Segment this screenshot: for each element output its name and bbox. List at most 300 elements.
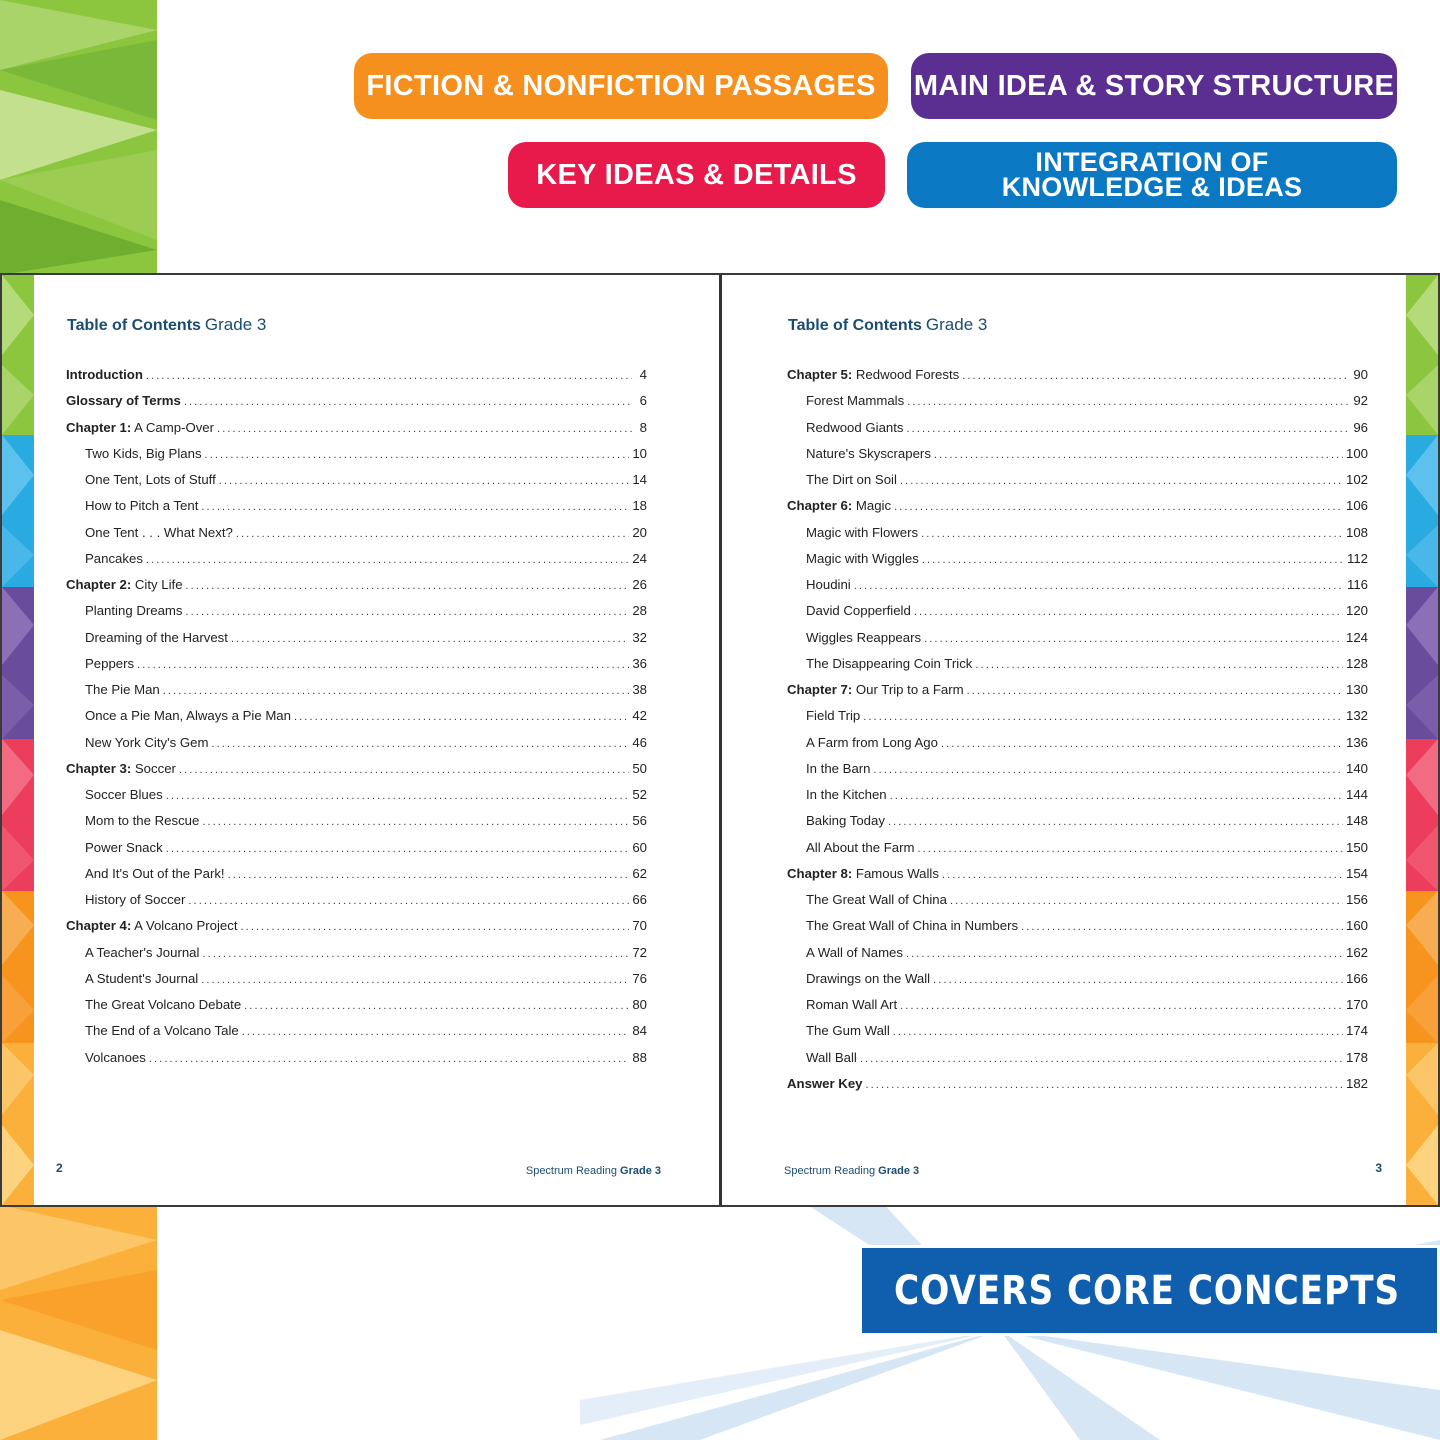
toc-entry-page: 88 bbox=[632, 1049, 647, 1065]
toc-entry-label bbox=[806, 813, 885, 828]
dot-leader bbox=[294, 711, 629, 723]
toc-entry-prefix: Chapter 6: bbox=[787, 498, 853, 514]
toc-entry bbox=[66, 892, 647, 918]
dot-leader bbox=[854, 580, 1344, 592]
toc-entry-title: New York City's Gem bbox=[85, 734, 209, 750]
toc-entry-title: Forest Mammals bbox=[806, 393, 905, 409]
toc-entry-page: 112 bbox=[1346, 550, 1368, 566]
toc-entry-page: 144 bbox=[1345, 787, 1368, 802]
toc-entry bbox=[66, 551, 647, 577]
toc-entry-page: 28 bbox=[632, 603, 647, 619]
toc-entry-title: Peppers bbox=[85, 655, 135, 671]
toc-entry-page: 52 bbox=[632, 787, 647, 802]
toc-entry-title: Planting Dreams bbox=[85, 603, 183, 619]
toc-entry-page: 72 bbox=[632, 944, 647, 960]
tag-integration-line1: INTEGRATION OF bbox=[1035, 147, 1269, 177]
right-page bbox=[722, 275, 1408, 1205]
toc-entry-title: The Great Wall of China bbox=[806, 892, 947, 907]
toc-entry-title: One Tent . . . What Next? bbox=[85, 524, 233, 540]
toc-entry bbox=[66, 735, 647, 761]
dot-leader bbox=[188, 895, 629, 907]
tag-fiction-nonfiction bbox=[354, 53, 888, 119]
toc-entry bbox=[787, 918, 1368, 944]
footer-series: Spectrum Reading bbox=[784, 1165, 876, 1177]
toc-entry-page: 160 bbox=[1345, 918, 1368, 934]
toc-entry bbox=[787, 472, 1368, 498]
toc-entry-page: 80 bbox=[632, 997, 647, 1012]
dot-leader bbox=[228, 869, 630, 881]
toc-entry-page: 26 bbox=[632, 577, 647, 592]
toc-heading-bold: Table of Contents bbox=[788, 317, 922, 334]
toc-entry-title: And It's Out of the Park! bbox=[85, 865, 225, 881]
toc-entry-label bbox=[806, 603, 911, 618]
toc-entry-page: 42 bbox=[632, 708, 647, 724]
dot-leader bbox=[890, 790, 1343, 802]
toc-entry-page: 108 bbox=[1345, 524, 1368, 540]
toc-entry-label bbox=[85, 866, 225, 881]
page-number-right: 3 bbox=[1375, 1161, 1382, 1175]
toc-entry-label bbox=[806, 708, 860, 723]
dot-leader bbox=[863, 711, 1343, 723]
toc-entry-label bbox=[66, 918, 238, 933]
toc-entry bbox=[66, 446, 647, 472]
toc-entry bbox=[787, 603, 1368, 629]
toc-entry bbox=[787, 735, 1368, 761]
toc-entry-label bbox=[806, 420, 904, 435]
toc-entry bbox=[787, 656, 1368, 682]
toc-entry-title: Redwood Forests bbox=[855, 367, 960, 382]
book-spread bbox=[0, 273, 1440, 1207]
toc-entry-label bbox=[806, 472, 897, 487]
dot-leader bbox=[962, 370, 1350, 382]
dot-leader bbox=[894, 501, 1343, 513]
toc-entry-page: 20 bbox=[632, 524, 647, 540]
page-edge-left-decoration bbox=[2, 275, 34, 1205]
toc-entry-page: 50 bbox=[632, 760, 647, 776]
toc-entry-title: City Life bbox=[134, 577, 183, 592]
toc-entry bbox=[66, 525, 647, 551]
dot-leader bbox=[906, 948, 1343, 960]
toc-entry-page: 148 bbox=[1345, 813, 1368, 829]
toc-entry bbox=[787, 446, 1368, 472]
toc-entry bbox=[787, 393, 1368, 419]
toc-entry bbox=[66, 577, 647, 603]
toc-entry bbox=[66, 971, 647, 997]
dot-leader bbox=[217, 423, 632, 435]
footer-right bbox=[784, 1165, 919, 1177]
toc-heading-grade: Grade 3 bbox=[925, 315, 988, 334]
toc-entry bbox=[66, 603, 647, 629]
toc-entry-page: 136 bbox=[1345, 734, 1368, 750]
tag-key-ideas-label: KEY IDEAS & DETAILS bbox=[536, 158, 857, 191]
dot-leader bbox=[179, 764, 629, 776]
toc-list-right bbox=[787, 367, 1368, 1102]
toc-entry-title: In the Kitchen bbox=[806, 787, 887, 802]
toc-entry-page: 38 bbox=[632, 682, 647, 697]
toc-entry-title: Once a Pie Man, Always a Pie Man bbox=[85, 708, 291, 724]
dot-leader bbox=[917, 843, 1343, 855]
toc-entry-label bbox=[806, 787, 887, 802]
toc-entry bbox=[66, 630, 647, 656]
dot-leader bbox=[219, 475, 630, 487]
dot-leader bbox=[201, 501, 629, 513]
toc-entry-label bbox=[806, 630, 921, 645]
toc-entry-label bbox=[85, 446, 202, 461]
dot-leader bbox=[241, 921, 630, 933]
toc-entry-page: 8 bbox=[639, 419, 647, 435]
toc-entry-title: The Dirt on Soil bbox=[806, 472, 897, 487]
toc-entry-title: Drawings on the Wall bbox=[806, 970, 931, 986]
toc-entry-page: 76 bbox=[632, 970, 647, 986]
toc-entry bbox=[66, 498, 647, 524]
dot-leader bbox=[201, 974, 629, 986]
toc-entry bbox=[787, 813, 1368, 839]
toc-entry-label bbox=[85, 813, 199, 828]
toc-entry-label bbox=[85, 603, 182, 618]
toc-entry bbox=[787, 682, 1368, 708]
toc-entry bbox=[66, 918, 647, 944]
toc-entry-label bbox=[806, 525, 918, 540]
toc-entry bbox=[787, 551, 1368, 577]
tag-integration-line2: KNOWLEDGE & IDEAS bbox=[1001, 172, 1303, 202]
toc-entry-title: A Farm from Long Ago bbox=[806, 734, 938, 750]
footer-series: Spectrum Reading bbox=[525, 1165, 617, 1177]
toc-entry-title: Field Trip bbox=[806, 708, 861, 724]
toc-entry-title: A Teacher's Journal bbox=[85, 944, 200, 960]
dot-leader bbox=[185, 606, 629, 618]
toc-entry-label bbox=[85, 682, 160, 697]
toc-entry-page: 62 bbox=[632, 865, 647, 881]
dot-leader bbox=[950, 895, 1343, 907]
toc-entry-title: Magic with Wiggles bbox=[806, 550, 919, 566]
toc-entry-prefix: Chapter 7: bbox=[787, 682, 853, 697]
toc-entry bbox=[66, 420, 647, 446]
toc-entry-page: 132 bbox=[1345, 708, 1368, 724]
toc-entry bbox=[787, 840, 1368, 866]
toc-heading-right bbox=[788, 315, 987, 335]
toc-entry bbox=[66, 1023, 647, 1049]
dot-leader bbox=[921, 528, 1343, 540]
toc-entry-prefix: Chapter 8: bbox=[787, 865, 853, 881]
toc-entry-label bbox=[85, 1050, 146, 1065]
toc-entry-page: 120 bbox=[1345, 603, 1368, 619]
toc-entry-label bbox=[806, 656, 972, 671]
toc-entry-title: Roman Wall Art bbox=[806, 997, 898, 1012]
dot-leader bbox=[202, 948, 629, 960]
toc-entry bbox=[787, 708, 1368, 734]
toc-entry-label bbox=[806, 997, 897, 1012]
dot-leader bbox=[166, 790, 630, 802]
toc-entry-label bbox=[787, 367, 959, 382]
dot-leader bbox=[236, 528, 630, 540]
dot-leader bbox=[166, 843, 630, 855]
toc-entry bbox=[787, 1076, 1368, 1102]
dot-leader bbox=[137, 659, 629, 671]
toc-entry-label bbox=[806, 1050, 857, 1065]
toc-entry-title: A Volcano Project bbox=[134, 918, 238, 934]
toc-entry-title: The Gum Wall bbox=[806, 1023, 890, 1039]
dot-leader bbox=[1021, 921, 1343, 933]
toc-entry-title: A Camp-Over bbox=[134, 419, 215, 435]
toc-entry-label bbox=[806, 446, 931, 461]
toc-entry-label bbox=[787, 498, 891, 513]
toc-entry-label bbox=[806, 1023, 890, 1038]
toc-entry-label bbox=[85, 525, 233, 540]
toc-entry-page: 156 bbox=[1345, 892, 1368, 907]
toc-entry bbox=[66, 708, 647, 734]
toc-entry-label bbox=[85, 1023, 239, 1038]
dot-leader bbox=[934, 449, 1343, 461]
toc-entry-title: Magic with Flowers bbox=[806, 524, 919, 540]
dot-leader bbox=[907, 423, 1351, 435]
toc-entry-label bbox=[806, 735, 938, 750]
toc-entry-page: 70 bbox=[632, 918, 647, 934]
toc-entry-label bbox=[85, 472, 216, 487]
toc-entry-page: 140 bbox=[1345, 760, 1368, 776]
dot-leader bbox=[942, 869, 1343, 881]
toc-entry-page: 14 bbox=[632, 472, 647, 487]
toc-entry-page: 96 bbox=[1353, 419, 1368, 435]
dot-leader bbox=[967, 685, 1343, 697]
toc-entry-title: Two Kids, Big Plans bbox=[85, 445, 202, 461]
toc-entry-label bbox=[806, 892, 947, 907]
toc-entry bbox=[66, 997, 647, 1023]
toc-entry-title: How to Pitch a Tent bbox=[85, 498, 199, 514]
toc-entry-page: 170 bbox=[1345, 997, 1368, 1012]
toc-entry-title: One Tent, Lots of Stuff bbox=[85, 472, 216, 487]
toc-entry-label bbox=[787, 1076, 863, 1091]
toc-entry-title: The Great Volcano Debate bbox=[85, 997, 242, 1012]
dot-leader bbox=[866, 1079, 1343, 1091]
toc-entry bbox=[66, 1050, 647, 1076]
toc-entry bbox=[66, 787, 647, 813]
left-page bbox=[34, 275, 719, 1205]
toc-entry-label bbox=[66, 393, 181, 408]
toc-entry bbox=[66, 367, 647, 393]
toc-entry-label bbox=[806, 840, 914, 855]
toc-entry-page: 150 bbox=[1345, 839, 1368, 855]
dot-leader bbox=[146, 554, 629, 566]
toc-entry bbox=[787, 787, 1368, 813]
toc-entry-page: 106 bbox=[1345, 498, 1368, 514]
toc-entry bbox=[66, 813, 647, 839]
dot-leader bbox=[975, 659, 1343, 671]
toc-entry-prefix: Glossary of Terms bbox=[66, 393, 181, 409]
toc-entry-label bbox=[85, 551, 143, 566]
toc-entry-title: A Student's Journal bbox=[85, 970, 199, 986]
dot-leader bbox=[163, 685, 630, 697]
toc-entry bbox=[787, 420, 1368, 446]
toc-entry-page: 66 bbox=[632, 892, 647, 907]
toc-entry-label bbox=[806, 945, 903, 960]
toc-entry-page: 10 bbox=[632, 445, 647, 461]
toc-entry-prefix: Introduction bbox=[66, 367, 143, 382]
toc-entry bbox=[787, 498, 1368, 524]
dot-leader bbox=[211, 738, 629, 750]
dot-leader bbox=[907, 396, 1350, 408]
toc-heading-left bbox=[67, 315, 266, 335]
covers-core-concepts-badge bbox=[859, 1245, 1440, 1336]
toc-entry-prefix: Answer Key bbox=[787, 1075, 863, 1091]
toc-entry bbox=[66, 866, 647, 892]
toc-entry-label bbox=[85, 997, 241, 1012]
toc-entry-page: 100 bbox=[1345, 445, 1368, 461]
toc-entry-title: History of Soccer bbox=[85, 892, 186, 907]
toc-entry-title: Mom to the Rescue bbox=[85, 813, 200, 829]
toc-entry bbox=[787, 945, 1368, 971]
footer-left bbox=[526, 1165, 661, 1177]
toc-entry bbox=[787, 525, 1368, 551]
toc-entry-page: 84 bbox=[632, 1023, 647, 1039]
toc-entry bbox=[787, 892, 1368, 918]
toc-entry-page: 178 bbox=[1345, 1049, 1368, 1065]
toc-entry-page: 128 bbox=[1345, 655, 1368, 671]
toc-entry bbox=[66, 656, 647, 682]
toc-entry-page: 154 bbox=[1345, 865, 1368, 881]
dot-leader bbox=[146, 370, 632, 382]
toc-entry-prefix: Chapter 3: bbox=[66, 760, 132, 776]
toc-entry-title: Wiggles Reappears bbox=[806, 629, 922, 645]
footer-grade: Grade 3 bbox=[620, 1165, 661, 1177]
dot-leader bbox=[893, 1026, 1343, 1038]
toc-heading-grade: Grade 3 bbox=[204, 315, 267, 334]
toc-entry-title: Baking Today bbox=[806, 813, 885, 829]
dot-leader bbox=[231, 633, 629, 645]
dot-leader bbox=[914, 606, 1343, 618]
tag-main-idea-label: MAIN IDEA & STORY STRUCTURE bbox=[913, 69, 1395, 102]
toc-entry-page: 46 bbox=[632, 734, 647, 750]
toc-entry-label bbox=[66, 761, 176, 776]
toc-entry bbox=[787, 1023, 1368, 1049]
toc-entry bbox=[787, 866, 1368, 892]
toc-entry-title: Volcanoes bbox=[85, 1049, 146, 1065]
toc-entry-label bbox=[806, 577, 851, 592]
dot-leader bbox=[202, 816, 629, 828]
toc-entry bbox=[787, 971, 1368, 997]
toc-entry bbox=[787, 577, 1368, 603]
toc-entry-title: The Disappearing Coin Trick bbox=[806, 655, 973, 671]
toc-entry-page: 60 bbox=[632, 839, 647, 855]
toc-entry-title: Soccer Blues bbox=[85, 787, 163, 802]
dot-leader bbox=[941, 738, 1343, 750]
toc-entry-prefix: Chapter 5: bbox=[787, 367, 853, 382]
dot-leader bbox=[242, 1026, 630, 1038]
footer-grade: Grade 3 bbox=[878, 1165, 920, 1177]
toc-entry-title: A Wall of Names bbox=[806, 944, 903, 960]
toc-entry-page: 24 bbox=[632, 550, 647, 566]
toc-heading-bold: Table of Contents bbox=[67, 317, 201, 334]
toc-entry-title: Wall Ball bbox=[806, 1049, 857, 1065]
toc-entry-label bbox=[806, 393, 904, 408]
page-edge-right-decoration bbox=[1406, 275, 1438, 1205]
toc-entry-label bbox=[85, 708, 291, 723]
toc-entry-page: 182 bbox=[1345, 1075, 1368, 1091]
toc-entry-label bbox=[85, 735, 208, 750]
badge-label: COVERS CORE CONCEPTS bbox=[894, 1267, 1401, 1314]
toc-entry bbox=[787, 761, 1368, 787]
toc-entry bbox=[66, 682, 647, 708]
toc-entry-title: Dreaming of the Harvest bbox=[85, 629, 228, 645]
dot-leader bbox=[874, 764, 1343, 776]
dot-leader bbox=[933, 974, 1343, 986]
toc-entry-page: 116 bbox=[1346, 577, 1368, 592]
toc-entry-title: Power Snack bbox=[85, 839, 163, 855]
toc-entry bbox=[787, 367, 1368, 393]
tag-key-ideas bbox=[508, 142, 885, 208]
toc-entry-label bbox=[85, 971, 198, 986]
toc-entry bbox=[787, 997, 1368, 1023]
toc-entry-label bbox=[85, 656, 134, 671]
toc-entry-prefix: Chapter 1: bbox=[66, 419, 132, 435]
toc-entry bbox=[787, 1050, 1368, 1076]
toc-entry-title: Magic bbox=[855, 498, 892, 514]
toc-entry bbox=[66, 393, 647, 419]
dot-leader bbox=[924, 633, 1343, 645]
toc-entry-label bbox=[85, 630, 228, 645]
toc-entry-title: The End of a Volcano Tale bbox=[85, 1023, 239, 1039]
toc-entry-page: 124 bbox=[1345, 629, 1368, 645]
dot-leader bbox=[205, 449, 630, 461]
toc-entry-title: Soccer bbox=[134, 760, 176, 776]
toc-entry-page: 32 bbox=[632, 629, 647, 645]
toc-entry-label bbox=[806, 551, 919, 566]
toc-entry-title: The Pie Man bbox=[85, 682, 160, 697]
toc-entry-label bbox=[66, 367, 143, 382]
tag-fiction-label: FICTION & NONFICTION PASSAGES bbox=[366, 69, 876, 102]
toc-entry-title: David Copperfield bbox=[806, 603, 911, 619]
page-number-left: 2 bbox=[56, 1161, 63, 1175]
dot-leader bbox=[888, 816, 1343, 828]
toc-entry-title: Houdini bbox=[806, 577, 851, 592]
toc-entry-page: 36 bbox=[632, 655, 647, 671]
toc-entry-label bbox=[85, 840, 163, 855]
toc-entry-page: 6 bbox=[639, 393, 647, 409]
tag-integration bbox=[907, 142, 1397, 208]
toc-entry-label bbox=[806, 918, 1018, 933]
toc-entry-page: 166 bbox=[1345, 970, 1368, 986]
toc-entry-page: 102 bbox=[1345, 472, 1368, 487]
toc-entry-label bbox=[787, 682, 964, 697]
dot-leader bbox=[900, 1000, 1343, 1012]
toc-entry-label bbox=[85, 945, 199, 960]
toc-entry-page: 162 bbox=[1345, 944, 1368, 960]
toc-entry-prefix: Chapter 2: bbox=[66, 577, 132, 592]
dot-leader bbox=[186, 580, 630, 592]
toc-entry-title: Nature's Skyscrapers bbox=[806, 445, 931, 461]
dot-leader bbox=[184, 396, 632, 408]
toc-entry-page: 56 bbox=[632, 813, 647, 829]
toc-entry bbox=[66, 761, 647, 787]
toc-entry-page: 92 bbox=[1353, 393, 1368, 409]
dot-leader bbox=[900, 475, 1343, 487]
toc-entry bbox=[66, 472, 647, 498]
dot-leader bbox=[244, 1000, 629, 1012]
toc-entry-title: The Great Wall of China in Numbers bbox=[806, 918, 1019, 934]
toc-list-left bbox=[66, 367, 647, 1076]
toc-entry-label bbox=[806, 761, 871, 776]
toc-entry-title: All About the Farm bbox=[806, 839, 915, 855]
dot-leader bbox=[149, 1053, 629, 1065]
toc-entry-title: In the Barn bbox=[806, 760, 871, 776]
toc-entry-page: 4 bbox=[639, 367, 647, 382]
toc-entry-prefix: Chapter 4: bbox=[66, 918, 132, 934]
toc-entry-label bbox=[85, 892, 185, 907]
toc-entry-label bbox=[85, 498, 198, 513]
toc-entry-label bbox=[66, 420, 214, 435]
toc-entry-title: Famous Walls bbox=[855, 865, 939, 881]
toc-entry-page: 90 bbox=[1353, 367, 1368, 382]
toc-entry-label bbox=[66, 577, 183, 592]
